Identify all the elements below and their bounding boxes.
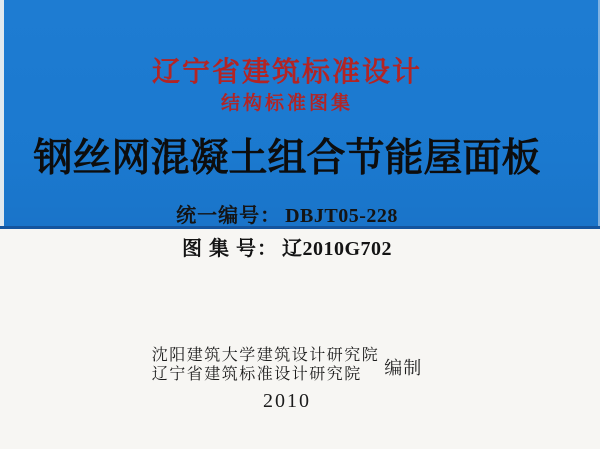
unified-number-label: 统一编号： [176, 205, 282, 227]
unified-number-value: DBJT05-228 [285, 205, 398, 227]
institute-line-1: 沈阳建筑大学建筑设计研究院 [151, 347, 380, 364]
publisher-block [0, 346, 574, 384]
unified-number-line [0, 199, 574, 228]
page-title: 钢丝网混凝土组合节能屋面板 [33, 137, 541, 180]
compiled-label: 编制 [384, 358, 423, 378]
institute-list [152, 346, 380, 384]
atlas-number-label: 图 集 号： [181, 238, 278, 260]
atlas-number-value: 辽2010G702 [281, 238, 393, 260]
series-subtitle: 结构标准图集 [220, 93, 353, 114]
year-label: 2010 [263, 390, 311, 412]
institute-line-2: 辽宁省建筑标准设计研究院 [151, 366, 362, 383]
series-title: 辽宁省建筑标准设计 [151, 57, 422, 88]
atlas-number-line [0, 232, 574, 261]
